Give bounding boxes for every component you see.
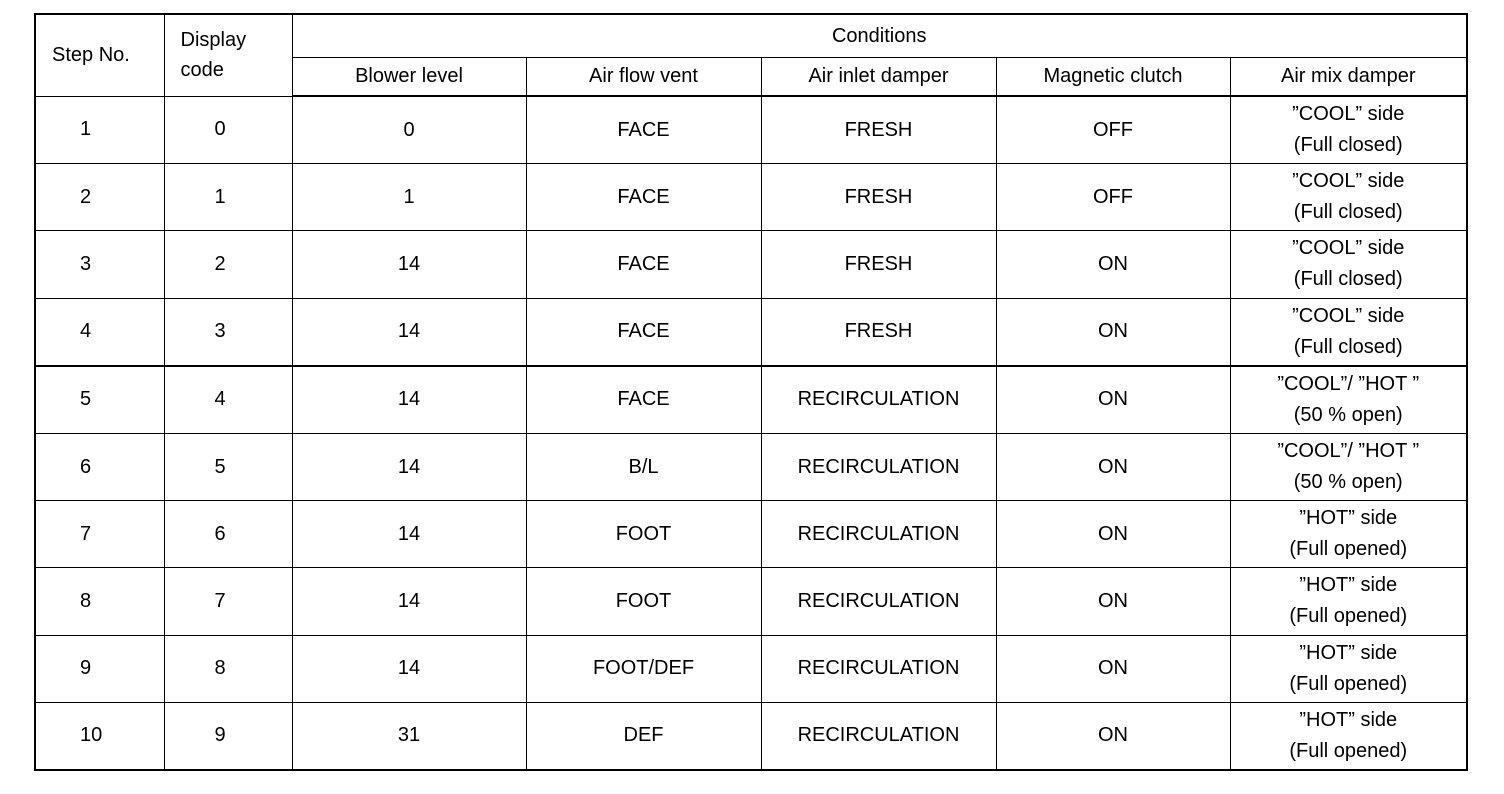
cell-step-no: 6: [35, 433, 164, 500]
air-mix-opening: (Full opened): [1289, 672, 1408, 695]
air-mix-position: ”HOT” side: [1299, 641, 1398, 664]
cell-blower-level: 14: [292, 568, 526, 635]
cell-air-flow-vent: FACE: [526, 366, 761, 434]
cell-blower-level: 14: [292, 501, 526, 568]
table-row: [35, 433, 1467, 500]
cell-magnetic-clutch: ON: [996, 366, 1230, 434]
cell-blower-level: 14: [292, 635, 526, 702]
header-air-inlet-damper: Air inlet damper: [761, 58, 996, 97]
cell-display-code: 9: [164, 702, 292, 770]
cell-display-code: 5: [164, 433, 292, 500]
cell-blower-level: 1: [292, 164, 526, 231]
header-step-no: Step No.: [35, 14, 164, 96]
conditions-table: [34, 13, 1468, 771]
cell-air-inlet-damper: FRESH: [761, 298, 996, 366]
header-air-mix-damper: Air mix damper: [1230, 58, 1467, 97]
air-mix-opening: (Full closed): [1293, 134, 1403, 157]
cell-air-inlet-damper: RECIRCULATION: [761, 635, 996, 702]
cell-step-no: 9: [35, 635, 164, 702]
table-row: [35, 501, 1467, 568]
cell-air-mix-damper: [1230, 635, 1467, 702]
cell-air-flow-vent: FACE: [526, 164, 761, 231]
cell-display-code: 6: [164, 501, 292, 568]
air-mix-position: ”COOL” side: [1292, 103, 1405, 126]
cell-magnetic-clutch: ON: [996, 433, 1230, 500]
cell-air-flow-vent: B/L: [526, 433, 761, 500]
cell-blower-level: 31: [292, 702, 526, 770]
cell-air-flow-vent: FACE: [526, 231, 761, 298]
air-mix-position: ”COOL” side: [1292, 304, 1405, 327]
cell-display-code: 4: [164, 366, 292, 434]
cell-air-inlet-damper: FRESH: [761, 164, 996, 231]
air-mix-opening: (Full closed): [1293, 335, 1403, 358]
table-row: [35, 702, 1467, 770]
cell-air-mix-damper: [1230, 96, 1467, 164]
cell-step-no: 3: [35, 231, 164, 298]
cell-display-code: 2: [164, 231, 292, 298]
table-row: [35, 568, 1467, 635]
header-magnetic-clutch: Magnetic clutch: [996, 58, 1230, 97]
cell-air-mix-damper: [1230, 231, 1467, 298]
cell-magnetic-clutch: ON: [996, 702, 1230, 770]
cell-display-code: 7: [164, 568, 292, 635]
cell-air-flow-vent: FACE: [526, 298, 761, 366]
cell-step-no: 5: [35, 366, 164, 434]
header-display-code: Display code: [164, 14, 292, 96]
cell-display-code: 1: [164, 164, 292, 231]
air-mix-position: ”COOL” side: [1292, 237, 1405, 260]
cell-step-no: 2: [35, 164, 164, 231]
air-mix-opening: (Full closed): [1293, 268, 1403, 291]
cell-display-code: 0: [164, 96, 292, 164]
table-row: [35, 96, 1467, 164]
cell-blower-level: 14: [292, 298, 526, 366]
cell-magnetic-clutch: ON: [996, 231, 1230, 298]
cell-blower-level: 14: [292, 366, 526, 434]
header-blower-level: Blower level: [292, 58, 526, 97]
cell-magnetic-clutch: OFF: [996, 96, 1230, 164]
table-row: [35, 366, 1467, 434]
cell-air-mix-damper: [1230, 501, 1467, 568]
cell-display-code: 8: [164, 635, 292, 702]
cell-step-no: 1: [35, 96, 164, 164]
air-mix-position: ”COOL” side: [1292, 170, 1405, 193]
cell-air-flow-vent: FACE: [526, 96, 761, 164]
cell-air-flow-vent: FOOT/DEF: [526, 635, 761, 702]
cell-step-no: 7: [35, 501, 164, 568]
cell-magnetic-clutch: ON: [996, 635, 1230, 702]
table-row: [35, 164, 1467, 231]
cell-air-inlet-damper: RECIRCULATION: [761, 366, 996, 434]
air-mix-opening: (Full closed): [1293, 201, 1403, 224]
cell-air-flow-vent: DEF: [526, 702, 761, 770]
header-air-flow-vent: Air flow vent: [526, 58, 761, 97]
table-row: [35, 298, 1467, 366]
cell-magnetic-clutch: ON: [996, 568, 1230, 635]
cell-air-mix-damper: [1230, 366, 1467, 434]
cell-blower-level: 14: [292, 231, 526, 298]
air-mix-opening: (50 % open): [1293, 471, 1403, 494]
air-mix-position: ”COOL”/ ”HOT ”: [1277, 372, 1420, 395]
air-mix-opening: (50 % open): [1293, 403, 1403, 426]
cell-air-inlet-damper: RECIRCULATION: [761, 501, 996, 568]
cell-air-mix-damper: [1230, 164, 1467, 231]
cell-display-code: 3: [164, 298, 292, 366]
cell-air-mix-damper: [1230, 298, 1467, 366]
cell-step-no: 10: [35, 702, 164, 770]
air-mix-position: ”HOT” side: [1299, 574, 1398, 597]
cell-magnetic-clutch: ON: [996, 298, 1230, 366]
air-mix-opening: (Full opened): [1289, 605, 1408, 628]
cell-air-mix-damper: [1230, 702, 1467, 770]
cell-blower-level: 14: [292, 433, 526, 500]
air-mix-position: ”HOT” side: [1299, 507, 1398, 530]
cell-magnetic-clutch: OFF: [996, 164, 1230, 231]
cell-magnetic-clutch: ON: [996, 501, 1230, 568]
table-row: [35, 635, 1467, 702]
cell-step-no: 4: [35, 298, 164, 366]
air-mix-opening: (Full opened): [1289, 739, 1408, 762]
cell-step-no: 8: [35, 568, 164, 635]
cell-air-inlet-damper: FRESH: [761, 96, 996, 164]
cell-air-mix-damper: [1230, 433, 1467, 500]
cell-air-inlet-damper: FRESH: [761, 231, 996, 298]
cell-air-inlet-damper: RECIRCULATION: [761, 433, 996, 500]
table-row: [35, 231, 1467, 298]
cell-air-flow-vent: FOOT: [526, 568, 761, 635]
cell-air-inlet-damper: RECIRCULATION: [761, 568, 996, 635]
header-conditions: Conditions: [292, 14, 1467, 58]
air-mix-position: ”COOL”/ ”HOT ”: [1277, 440, 1420, 463]
cell-air-mix-damper: [1230, 568, 1467, 635]
air-mix-position: ”HOT” side: [1299, 708, 1398, 731]
cell-air-inlet-damper: RECIRCULATION: [761, 702, 996, 770]
cell-air-flow-vent: FOOT: [526, 501, 761, 568]
cell-blower-level: 0: [292, 96, 526, 164]
air-mix-opening: (Full opened): [1289, 538, 1408, 561]
